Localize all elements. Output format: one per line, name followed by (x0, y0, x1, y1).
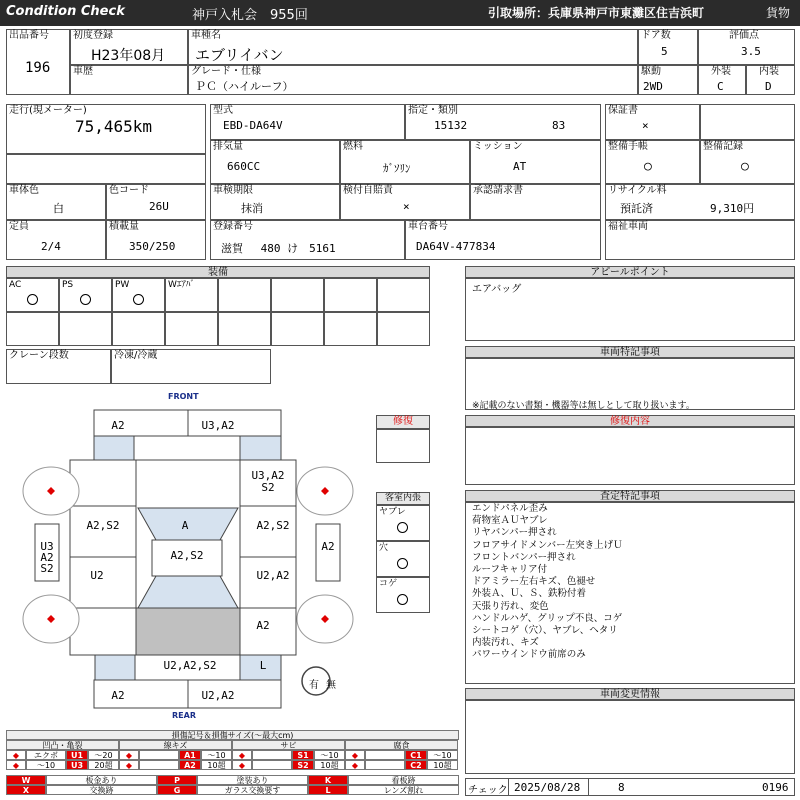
legend-code: S1 (292, 750, 314, 760)
legend-size: 20超 (88, 760, 119, 770)
doors: 5 (661, 45, 668, 58)
legend-code: U1 (66, 750, 88, 760)
score-cell (698, 29, 795, 65)
legend-desc: エクボ (26, 750, 66, 760)
classification: 83 (552, 119, 566, 132)
designation: 15132 (434, 119, 468, 132)
exterior-label: 外装 (711, 66, 731, 77)
maintenance-label: 整備手帳 (608, 141, 648, 152)
type-label: 型式 (213, 105, 233, 116)
damage-rear-light: L (259, 659, 267, 672)
load-label: 積載量 (109, 221, 139, 232)
repair-content-box (465, 427, 795, 485)
cabin-item-label: 穴 (379, 543, 389, 553)
type-cell (210, 104, 405, 140)
capacity-label: 定員 (9, 221, 29, 232)
interior-label: 内装 (759, 66, 779, 77)
legend-code-letter: G (157, 785, 197, 795)
legend-size: 〜20 (88, 750, 119, 760)
approval-label: 承認請求書 (473, 185, 523, 196)
legend-code: S2 (292, 760, 314, 770)
inspection-cell (210, 184, 340, 220)
recycle-label: リサイクル料 (608, 185, 667, 196)
equipment-cell (271, 278, 324, 312)
legend-desc (139, 750, 179, 760)
assessment-line: フロントバンパー押され (472, 551, 576, 563)
freezer-cell (111, 349, 271, 384)
warranty-extra-cell (700, 104, 795, 140)
grade-label: グレード・仕様 (191, 66, 261, 77)
equipment-cell (377, 312, 430, 346)
service-record-cell (700, 140, 795, 184)
special-note: ※記載のない書類・機器等は無しとして取り扱います。 (472, 401, 695, 411)
damage-quarter-right: A2 (256, 619, 270, 632)
vehicle-category: 貨物 (766, 6, 791, 20)
grade-cell (188, 65, 638, 95)
damage-side-right: A2 (321, 540, 335, 553)
chassis-label: 車台番号 (408, 221, 448, 232)
equipment-cell (59, 278, 112, 312)
first-registration-cell (70, 29, 188, 65)
recycle-amount: 9,310円 (710, 202, 755, 215)
legend-diamond-icon: ◆ (232, 750, 252, 760)
fuel-label: 燃料 (343, 141, 363, 152)
history-cell (70, 65, 188, 95)
legend-diamond-icon: ◆ (119, 760, 139, 770)
equipment-label: PW (115, 280, 130, 290)
mileage-label: 走行(現メーター) (9, 105, 87, 116)
legend-group-name: 腐食 (345, 740, 458, 750)
doors-cell (638, 29, 698, 65)
repair-box (376, 429, 430, 463)
check-label: チェック (468, 785, 508, 796)
legend-size: 〜10 (314, 750, 345, 760)
cabin-item (376, 577, 430, 613)
drive-cell (638, 65, 698, 95)
equipment-cell (112, 278, 165, 312)
assessment-line: ドアミラー左右キズ、色褪せ (472, 576, 596, 588)
model-name-cell (188, 29, 638, 65)
interior-cell (746, 65, 795, 95)
appeal-title: アピールポイント (465, 266, 795, 278)
cabin-mark-icon (397, 594, 408, 605)
equipment-cell (6, 312, 59, 346)
special-title: 車両特記事項 (465, 346, 795, 358)
model-name: エブリイバン (195, 46, 284, 64)
assessment-line: 荷物室ＡＵヤブレ (472, 515, 548, 527)
drive-label: 駆動 (641, 66, 661, 77)
legend-code-letter: W (6, 775, 46, 785)
equipment-label: AC (9, 280, 22, 290)
rear-label: REAR (172, 711, 196, 720)
cabin-item-label: ヤブレ (379, 507, 406, 517)
assessment-line: ルーフキャリア付 (472, 564, 548, 576)
crane-cell (6, 349, 111, 384)
legend-size: 〜10 (427, 750, 458, 760)
crane-label: クレーン段数 (9, 350, 69, 361)
mission-cell (470, 140, 601, 184)
mileage-extra-cell (6, 154, 206, 184)
welfare-cell (605, 220, 795, 260)
legend-diamond-icon: ◆ (6, 760, 26, 770)
damage-windshield: A (181, 519, 189, 532)
drive: 2WD (643, 80, 663, 93)
change-title: 車両変更情報 (465, 688, 795, 700)
model-type: EBD-DA64V (223, 119, 283, 132)
capacity: 2/4 (41, 240, 61, 253)
equipment-title: 装備 (6, 266, 430, 278)
lot-number-label: 出品番号 (9, 30, 49, 41)
appeal-text: エアバッグ (472, 284, 522, 295)
equipment-cell (165, 278, 218, 312)
damage-bumper-right: U2,A2 (201, 689, 235, 702)
inspection-label: 車検期限 (213, 185, 253, 196)
load-capacity: 350/250 (129, 240, 176, 253)
maintenance-mark: ○ (644, 159, 652, 174)
cabin-title: 客室内張 (376, 492, 430, 505)
assessment-line: ハンドルハゲ、グリップ不良、コゲ (472, 612, 623, 624)
assessment-title: 査定特記事項 (465, 490, 795, 502)
legend-code: U3 (66, 760, 88, 770)
header-title: Condition Check (6, 4, 125, 19)
doors-label: ドア数 (641, 30, 671, 41)
absence-label: 無 (326, 680, 336, 691)
check-number: 0196 (762, 781, 789, 794)
body-color: 白 (53, 202, 64, 215)
mission-label: ミッション (473, 141, 523, 152)
plate-label: 登録番号 (213, 221, 253, 232)
change-box (465, 700, 795, 774)
grade: ＰＣ（ハイルーフ） (195, 80, 294, 93)
appeal-box (465, 278, 795, 341)
plate-cell (210, 220, 405, 260)
cabin-item-label: コゲ (379, 579, 398, 589)
presence-label: 有 (309, 680, 319, 691)
damage-roof: A2,S2 (170, 549, 204, 562)
damage-side-left: U3 A2 S2 (40, 540, 54, 575)
designation-label: 指定・類別 (408, 105, 458, 116)
assessment-line: 外装Ａ、Ｕ、Ｓ、鉄粉付着 (472, 588, 587, 600)
legend-code-text: 塗装あり (197, 775, 308, 785)
legend-desc: 〜10 (26, 760, 66, 770)
displacement-cell (210, 140, 340, 184)
equipment-mark-icon (133, 294, 144, 305)
liability: × (403, 200, 410, 213)
liability-label: 検付自賠責 (343, 185, 393, 196)
service-record-label: 整備記録 (703, 141, 743, 152)
chassis-cell (405, 220, 601, 260)
equipment-cell (271, 312, 324, 346)
equipment-mark-icon (80, 294, 91, 305)
legend-group-name: サビ (232, 740, 345, 750)
equipment-cell (218, 312, 271, 346)
repair-content-title: 修復内容 (465, 415, 795, 427)
assessment-box (465, 502, 795, 684)
recycle-status: 預託済 (620, 202, 653, 215)
liability-cell (340, 184, 470, 220)
designation-cell (405, 104, 601, 140)
legend-code: A2 (179, 760, 201, 770)
equipment-mark-icon (27, 294, 38, 305)
damage-door-right-rear: U2,A2 (256, 569, 290, 582)
score-label: 評価点 (729, 30, 759, 41)
legend-code-letter: K (308, 775, 348, 785)
damage-door-left-front: A2,S2 (86, 519, 120, 532)
displacement-label: 排気量 (213, 141, 243, 152)
cabin-mark-icon (397, 558, 408, 569)
mileage: 75,465km (75, 117, 153, 136)
legend-code-letter: P (157, 775, 197, 785)
lot-number-cell (6, 29, 70, 95)
legend-size: 〜10 (201, 750, 232, 760)
maintenance-cell (605, 140, 700, 184)
legend-diamond-icon: ◆ (119, 750, 139, 760)
damage-rear-center: U2,A2,S2 (163, 659, 217, 672)
history-label: 車歴 (73, 66, 93, 77)
mission: AT (513, 160, 527, 173)
equipment-cell (6, 278, 59, 312)
color-code: 26U (149, 200, 169, 213)
legend-desc (365, 760, 405, 770)
legend-code-text: 板金あり (46, 775, 157, 785)
legend-diamond-icon: ◆ (232, 760, 252, 770)
legend-group-name: 線キズ (119, 740, 232, 750)
damage-fender-right-front: U3,A2 S2 (251, 469, 285, 494)
legend-title: 損傷記号＆損傷サイズ(〜最大cm) (6, 730, 459, 740)
color-code-cell (106, 184, 206, 220)
capacity-cell (6, 220, 106, 260)
legend-desc (252, 760, 292, 770)
check-row (465, 778, 795, 796)
chassis-number: DA64V-477834 (416, 240, 496, 253)
exterior-grade: C (717, 80, 724, 93)
assessment-line: シートコゲ（穴）、ヤブレ、ヘタリ (472, 625, 618, 637)
color-code-label: 色コード (109, 185, 149, 196)
equipment-cell (324, 278, 377, 312)
recycle-cell (605, 184, 795, 220)
cabin-item (376, 541, 430, 577)
score: 3.5 (741, 45, 761, 58)
legend-group-name: 凹凸・亀裂 (6, 740, 119, 750)
cabin-mark-icon (397, 522, 408, 533)
mileage-cell (6, 104, 206, 154)
cabin-item (376, 505, 430, 541)
model-name-label: 車種名 (191, 30, 221, 41)
inspection: 抹消 (241, 202, 263, 215)
assessment-line: フロアサイドメンバー左突き上げＵ (472, 539, 623, 551)
legend-code: C1 (405, 750, 427, 760)
legend-code-text: ガラス交換要す (197, 785, 308, 795)
exterior-cell (698, 65, 746, 95)
damage-door-right-front: A2,S2 (256, 519, 290, 532)
service-record-mark: ○ (741, 159, 749, 174)
equipment-cell (112, 312, 165, 346)
assessment-line: パワーウインドウ前席のみ (472, 649, 586, 661)
equipment-cell (59, 312, 112, 346)
freezer-label: 冷凍/冷蔵 (114, 350, 158, 361)
legend-code: C2 (405, 760, 427, 770)
header-bar (0, 0, 800, 26)
body-color-cell (6, 184, 106, 220)
damage-bumper-left: A2 (111, 689, 125, 702)
legend-diamond-icon: ◆ (6, 750, 26, 760)
body-color-label: 車体色 (9, 185, 39, 196)
legend-code-text: 看板跡 (348, 775, 459, 785)
load-cell (106, 220, 206, 260)
auction-name: 神戸入札会 955回 (192, 8, 308, 23)
plate-number: 滋賀 480 け 5161 (221, 242, 336, 255)
lot-number: 196 (25, 60, 51, 76)
legend-desc (365, 750, 405, 760)
special-box (465, 358, 795, 410)
legend-diamond-icon: ◆ (345, 750, 365, 760)
front-label: FRONT (168, 392, 199, 401)
approval-cell (470, 184, 601, 220)
warranty: × (642, 119, 649, 132)
legend-diamond-icon: ◆ (345, 760, 365, 770)
interior-grade: D (765, 80, 772, 93)
equipment-label: Wｴｱﾊﾞ (168, 280, 195, 290)
legend-desc (252, 750, 292, 760)
legend-code-text: レンズ割れ (348, 785, 459, 795)
legend-code: A1 (179, 750, 201, 760)
damage-front-right: U3,A2 (201, 419, 235, 432)
check-count: 8 (618, 781, 625, 794)
assessment-line: 天張り汚れ、変色 (472, 600, 549, 612)
warranty-cell (605, 104, 700, 140)
first-registration-label: 初度登録 (73, 30, 113, 41)
check-date: 2025/08/28 (514, 781, 581, 794)
assessment-line: エンドパネル歪み (472, 503, 548, 514)
legend-size: 10超 (427, 760, 458, 770)
repair-label: 修復 (376, 415, 430, 429)
damage-door-left-rear: U2 (90, 569, 104, 582)
equipment-label: PS (62, 280, 74, 290)
assessment-lines (472, 503, 623, 662)
damage-front-left: A2 (111, 419, 125, 432)
legend-size: 10超 (314, 760, 345, 770)
assessment-line: リヤバンパー押され (472, 527, 557, 539)
legend-code-letter: L (308, 785, 348, 795)
legend-code-text: 交換跡 (46, 785, 157, 795)
equipment-cell (377, 278, 430, 312)
displacement: 660CC (227, 160, 261, 173)
equipment-cell (324, 312, 377, 346)
first-registration: H23年08月 (91, 48, 166, 64)
legend-code-letter: X (6, 785, 46, 795)
fuel-cell (340, 140, 470, 184)
welfare-label: 福祉車両 (608, 221, 648, 232)
fuel: ｶﾞｿﾘﾝ (383, 162, 411, 175)
pickup-location: 引取場所：兵庫県神戸市東灘区住吉浜町 (488, 6, 705, 20)
assessment-line: 内装汚れ、キズ (472, 637, 539, 649)
warranty-label: 保証書 (608, 105, 638, 116)
legend-desc (139, 760, 179, 770)
equipment-cell (218, 278, 271, 312)
legend-size: 10超 (201, 760, 232, 770)
equipment-cell (165, 312, 218, 346)
